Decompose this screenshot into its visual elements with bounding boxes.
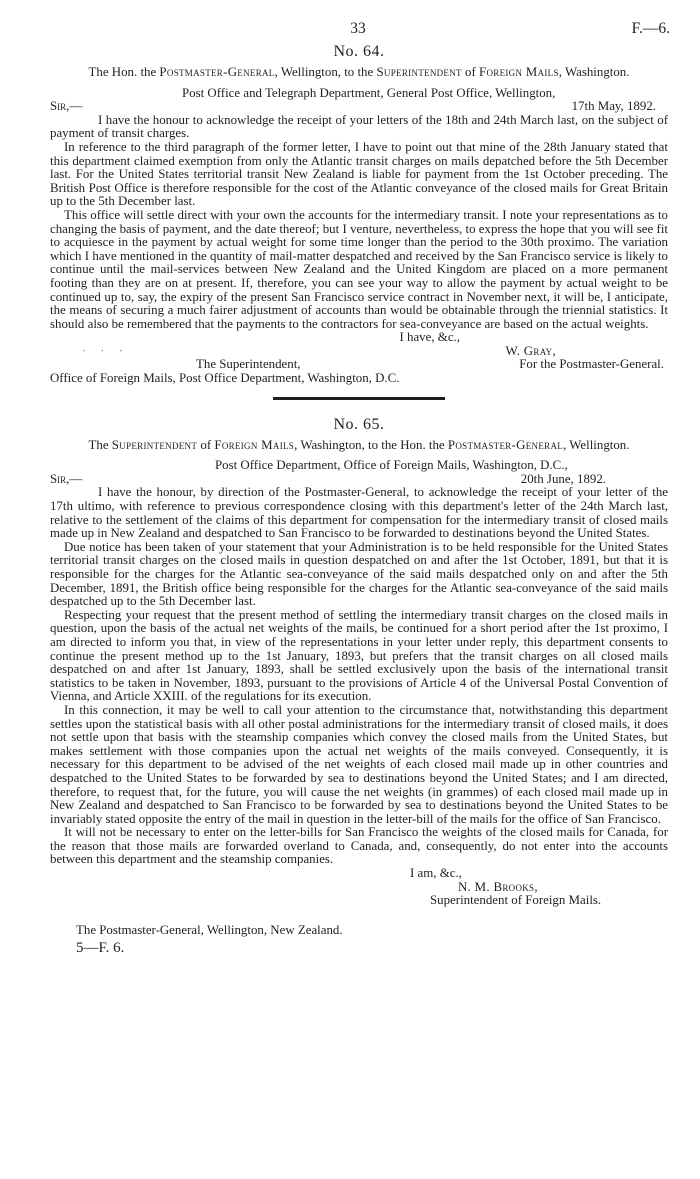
sender-address: Post Office Department, Office of Foreign Mails, Washington, D.C., <box>215 458 568 473</box>
sender-address: Post Office and Telegraph Department, General Post Office, Wellington, <box>182 85 556 100</box>
letter-number: No. 65. <box>333 415 385 433</box>
reference-code: F.—6. <box>631 20 670 37</box>
letter-65 <box>50 415 668 938</box>
letter-64 <box>50 42 668 386</box>
salutation-date-line <box>50 473 668 487</box>
salutation-date-line <box>50 100 668 114</box>
signature: W. Gray, <box>505 343 556 358</box>
letter-date: 17th May, 1892. <box>571 99 656 114</box>
recipient-office: Office of Foreign Mails, Post Office Department, Washington, D.C. <box>50 371 400 386</box>
page-number: 33 <box>350 20 366 37</box>
signature: N. M. Brooks, <box>458 879 538 894</box>
salutation: Sir,— <box>50 471 83 486</box>
closing: I have, &c., <box>399 330 460 345</box>
salutation: Sir,— <box>50 99 83 114</box>
recipient: The Superintendent, <box>196 357 301 372</box>
page-header <box>50 22 668 42</box>
paragraph: Due notice has been taken of your statement that your Administration is to be held responsible for the United States territorial transit charges on the closed mails in question despatched on and after the 1st October, 1891, but that it is responsible for the charges for the Atlantic sea-conveyance of the said mails despatched only on and after the 5th December, 1891, the British office being responsible for the charges for the Atlantic sea-conveyance of the said mails despatched up to the 5th December last. <box>50 539 668 609</box>
recipient: The Postmaster-General, Wellington, New Zealand. <box>76 922 343 937</box>
letter-title: The Superintendent of Foreign Mails, Washington, to the Hon. the Postmaster-General, Wellington. <box>88 437 630 452</box>
paragraph: It will not be necessary to enter on the letter-bills for San Francisco the weights of the closed mails for Canada, for the reason that those mails are forwarded overland to Canada, and, consequently, do not enter into the accounts between this department and the steamship companies. <box>50 825 668 867</box>
signer-title: Superintendent of Foreign Mails. <box>430 893 602 908</box>
paragraph: This office will settle direct with your own the accounts for the intermediary transit. I note your representations as to changing the basis of payment, and the date thereof; but I venture, nevertheless, to express the hope that you will see fit to acquiesce in the payment by actual weight for some time longer than the period to the 30th proximo. The variation which I have mentioned in the quantity of mail-matter despatched and received by the San Francisco service is likely to continue until the mail-services between New Zealand and the United Kingdom are placed on a more permanent footing than they are on at present. If, therefore, you can see your way to allow the payment by actual weight to be continued up to, say, the expiry of the present San Francisco service contract in November next, it will be, I anticipate, the means of securing a much fairer adjustment of accounts than would be obtainable through the triennial statistics. It should also be remembered that the payments to the contractors for sea-conveyance are based on the actual weights. <box>50 207 668 331</box>
section-divider <box>273 397 445 400</box>
closing: I am, &c., <box>410 866 462 881</box>
letter-title: The Hon. the Postmaster-General, Wellington, to the Superintendent of Foreign Mails, Washington. <box>88 65 630 79</box>
paragraph: Respecting your request that the present method of settling the intermediary transit charges on the closed mails in question, upon the basis of the actual net weights of the mails, be continued for a short period after the 1st proximo, I am directed to inform you that, in view of the representations in your letter under reply, this department consents to continue the present method up to the 1st January, 1893, but prefers that the transit charges on all closed mails despatched on and after 1st January, 1893, shall be settled exclusively upon the basis of the international transit statistics to be taken in November, 1893, pursuant to the provisions of Article 4 of the Universal Postal Convention of Vienna, and Article XXIII. of the regulations for its execution. <box>50 607 668 704</box>
letter-number: No. 64. <box>333 43 385 60</box>
ellipsis-dots-icon: ··· <box>82 343 137 358</box>
paragraph: I have the honour, by direction of the Postmaster-General, to acknowledge the receipt of your letter of the 17th ultimo, with reference to previous correspondence closing with this department's letter of the 24th March last, relative to the settlement of the claims of this department for compensation for the intermediary transit of closed mails made up in New Zealand and despatched to San Francisco to be forwarded to destinations beyond the United States. <box>50 485 668 541</box>
paragraph: I have the honour to acknowledge the receipt of your letters of the 18th and 24th March last, on the subject of payment of transit charges. <box>50 112 668 141</box>
paragraph: In reference to the third paragraph of the former letter, I have to point out that mine of the 28th January stated that this department claimed exemption from only the Atlantic transit charges on mails depatched before the 5th December last. For the United States territorial transit New Zealand is liable for payment from the 1st October preceding. The British Post Office is therefore responsible for the cost of the Atlantic conveyance of the closed mails for Great Britain up to the 5th December last. <box>50 139 668 209</box>
letter-date: 20th June, 1892. <box>520 471 606 486</box>
signer-title: For the Postmaster-General. <box>519 357 664 372</box>
recipient-signer-row <box>196 358 668 372</box>
sheet-code: 5—F. 6. <box>76 940 125 957</box>
document-page <box>50 22 668 957</box>
paragraph: In this connection, it may be well to call your attention to the circumstance that, notwithstanding this department settles upon the statistical basis with all other postal administrations for the intermediary transit of closed mails, it does not settle upon that basis with the steamship companies which convey the closed mails from the United States, but makes settlement with those companies upon the actual net weights of the mails conveyed. Consequently, it is necessary for this department to be advised of the net weights of each closed mail made up in other countries and despatched to the United States to be forwarded by sea to destinations beyond the United States; and I am directed, therefore, to request that, for the future, you will cause the net weights (in grammes) of each closed mail made up in New Zealand and despatched to San Francisco to be forwarded by sea to destinations beyond the United States to be invariably stated opposite the entry of the mail in question in the letter-bill of the mails for the office of San Francisco. <box>50 702 668 826</box>
